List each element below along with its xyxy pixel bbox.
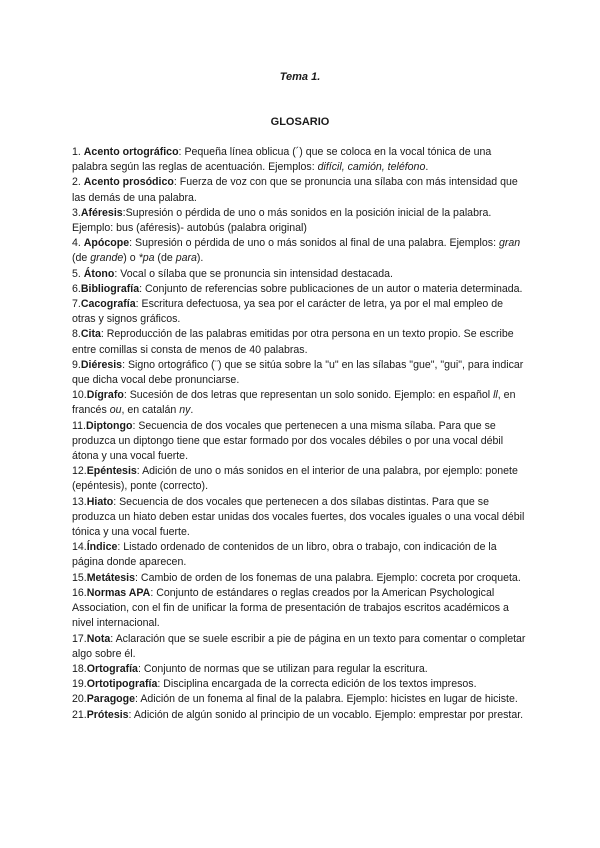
entry-number: 11. [72,419,86,432]
entry-number: 18. [72,662,87,675]
entry-definition: . [190,404,194,417]
entry-separator: : [122,358,128,371]
glossary-entry [72,571,528,586]
entry-term: Metátesis [86,571,136,584]
glossary-entry [72,692,528,707]
glossary-entry [72,282,528,297]
entry-separator: : [122,206,126,219]
entry-example: grande [90,252,124,265]
entry-separator: : [129,237,135,250]
glossary-entry [72,297,528,327]
entry-term: Átono [83,267,115,280]
entry-definition: Pequeña línea oblicua (´) que se coloca en la vocal tónica de una palabra según las reglas de acentuación. Ejemplos: [72,146,492,174]
entry-number: 19. [72,678,87,691]
glossary-entry [72,327,528,357]
entry-definition: Adición de un fonema al final de la palabra. Ejemplo: hicistes en lugar de hiciste. [140,693,518,706]
entry-number: 7. [72,298,81,311]
entry-separator: : [100,328,107,341]
entry-definition: Secuencia de dos vocales que pertenecen a dos sílabas distintas. Para que se produzca un hiato deben estar unidas dos vocales fuertes, dos vocales iguales o una vocal débil tónica y una vocal fuerte. [72,495,525,539]
entry-example: ou [109,404,122,417]
entry-separator: : [135,298,142,311]
entry-definition: . [425,161,429,174]
entry-definition: Disciplina encargada de la correcta edición de los textos impresos. [163,678,477,691]
entry-separator: : [150,586,157,599]
entry-number: 1. [72,146,84,158]
entry-definition: Supresión o pérdida de uno o más sonidos al final de una palabra. Ejemplos: [135,237,499,250]
entry-number: 15. [72,571,87,584]
entry-term: Índice [86,541,118,554]
entry-number: 21. [72,708,87,721]
glossary-entry [72,145,528,175]
entry-number: 4. [72,237,84,250]
entry-term: Hiato [86,495,114,508]
entry-example: ll [493,389,498,402]
glossary-entry [72,540,528,570]
glossary-entry [72,358,528,388]
entry-term: Dígrafo [86,389,124,402]
entry-separator: : [117,541,124,554]
entry-separator: : [157,678,164,691]
entry-separator: : [110,632,116,645]
glossary-entry [72,388,528,418]
glossary-entry [72,708,528,723]
entry-definition: Fuerza de voz con que se pronuncia una sílaba con más intensidad que las demás de una palabra. [72,176,518,204]
entry-definition: (de [154,252,176,265]
glossary-entry [72,677,528,692]
entry-definition: Conjunto de normas que se utilizan para regular la escritura. [143,662,428,675]
entry-definition: , en catalán [121,404,180,417]
entry-separator: : [137,662,144,675]
glossary-list [72,145,528,723]
entry-number: 6. [72,282,81,295]
entry-separator: : [114,267,121,280]
entry-example: *pa [138,252,155,265]
entry-definition: Reproducción de las palabras emitidas por otra persona en un texto propio. Se escribe entre comillas si consta de menos de 40 palabras. [72,328,514,356]
entry-term: Ortografía [86,662,138,675]
entry-definition: ). [196,252,204,265]
entry-number: 2. [72,176,84,189]
entry-definition: Adición de uno o más sonidos en el interior de una palabra, por ejemplo: ponete (epéntesis), ponte (correcto). [72,465,518,493]
entry-number: 5. [72,267,84,280]
glossary-entry [72,662,528,677]
entry-number: 14. [72,541,87,554]
entry-number: 9. [72,358,81,371]
entry-definition: Cambio de orden de los fonemas de una palabra. Ejemplo: cocreta por croqueta. [140,571,521,584]
entry-number: 3. [72,206,81,219]
glossary-entry [72,464,528,494]
glossary-entry [72,206,528,236]
glossary-entry [72,267,528,282]
entry-number: 8. [72,328,81,341]
entry-term: Acento ortográfico [83,146,179,158]
entry-separator: : [135,693,141,706]
entry-definition: Vocal o sílaba que se pronuncia sin intensidad destacada. [120,267,393,280]
entry-number: 10. [72,389,87,402]
entry-definition: Adición de algún sonido al principio de un vocablo. Ejemplo: emprestar por prestar. [133,708,524,721]
entry-separator: : [136,465,143,478]
entry-example: difícil, camión, teléfono [317,161,426,174]
entry-example: ny [179,404,191,417]
entry-number: 13. [72,495,87,508]
document-title: Tema 1. [279,71,321,83]
entry-separator: : [128,708,134,721]
glossary-entry [72,632,528,662]
entry-separator: : [113,495,120,508]
entry-term: Acento prosódico [83,176,174,189]
entry-term: Bibliografía [80,282,140,295]
entry-separator: : [178,146,185,158]
entry-definition: Sucesión de dos letras que representan un solo sonido. Ejemplo: en español [129,389,494,402]
entry-term: Cita [80,328,101,341]
entry-definition: Supresión o pérdida de uno o más sonidos en la posición inicial de la palabra. Ejemplo: bus (aféresis)- autobús (palabra original) [72,206,492,235]
entry-term: Paragoge [86,693,136,706]
entry-definition: (de [72,252,91,265]
entry-term: Normas APA [86,586,151,599]
entry-term: Aféresis [80,206,123,219]
entry-definition: ) o [123,252,139,265]
entry-separator: : [123,389,130,402]
entry-example: gran [498,237,521,250]
entry-number: 12. [72,465,87,478]
entry-separator: : [139,282,146,295]
entry-definition: Listado ordenado de contenidos de un libro, obra o trabajo, con indicación de la página donde aparecen. [72,541,497,569]
entry-definition: Escritura defectuosa, ya sea por el carácter de letra, ya por el mal empleo de otras y signos gráficos. [72,298,504,326]
entry-term: Epéntesis [86,465,137,478]
glossary-heading: GLOSARIO [270,116,330,128]
glossary-entry [72,419,528,465]
entry-term: Prótesis [86,708,129,721]
glossary-entry [72,586,528,632]
entry-definition: Conjunto de referencias sobre publicaciones de un autor o materia determinada. [145,282,523,295]
entry-definition: Conjunto de estándares o reglas creados por la American Psychological Association, con el fin de unificar la forma de presentación de trabajos escritos académicos a nivel internacional. [72,586,509,630]
entry-definition: , en francés [72,389,516,417]
entry-term: Diptongo [85,419,133,432]
entry-definition: Aclaración que se suele escribir a pie de página en un texto para comentar o completar algo sobre él. [72,632,526,660]
entry-term: Apócope [83,237,130,250]
glossary-entry [72,495,528,541]
entry-example: para [175,252,197,265]
entry-separator: : [173,176,180,189]
entry-term: Ortotipografía [86,678,158,691]
entry-term: Cacografía [80,298,136,311]
entry-term: Nota [86,632,111,645]
glossary-entry [72,175,528,205]
entry-definition: Secuencia de dos vocales que pertenecen a una misma sílaba. Para que se produzca un diptongo tiene que estar formado por dos vocales débiles o por una vocal débil átona y una vocal fuerte. [72,419,504,463]
entry-definition: Signo ortográfico (¨) que se sitúa sobre la "u" en las sílabas "gue", "gui", para indicar que dicha vocal debe pronunciarse. [72,358,524,387]
entry-term: Diéresis [80,358,123,371]
entry-separator: : [132,419,139,432]
entry-number: 20. [72,693,87,706]
entry-separator: : [135,571,141,584]
glossary-entry [72,236,528,266]
entry-number: 16. [72,586,87,599]
entry-number: 17. [72,632,87,645]
